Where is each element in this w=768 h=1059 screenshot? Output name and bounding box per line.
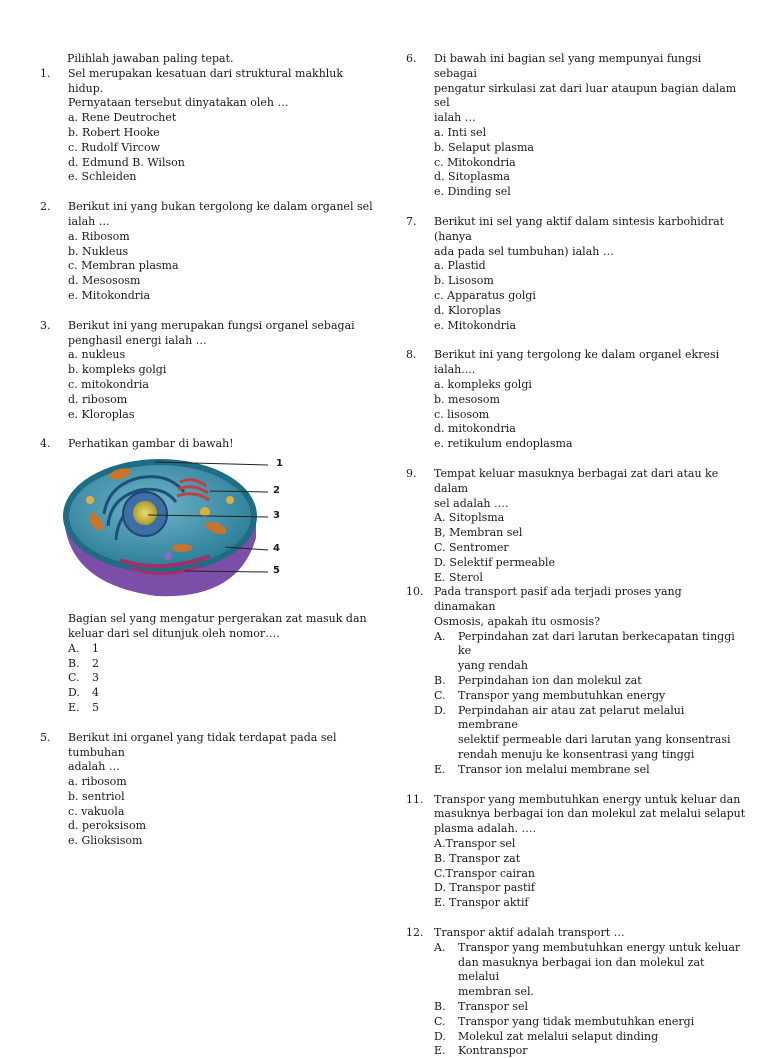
option[interactable]: a. Inti sel: [434, 125, 487, 139]
stem-line: Osmosis, apakah itu osmosis?: [434, 614, 601, 628]
option[interactable]: B. Transpor zat: [434, 851, 521, 865]
question-8: [406, 348, 746, 378]
option-text: [458, 941, 746, 1000]
option-text: Kontranspor: [458, 1044, 528, 1058]
option[interactable]: e. Dinding sel: [434, 185, 511, 199]
option[interactable]: b. kompleks golgi: [68, 363, 167, 377]
left-column: [40, 52, 375, 849]
option[interactable]: e. Glioksisom: [68, 834, 143, 848]
option-text: Molekul zat melalui selaput dinding: [458, 1029, 659, 1043]
option-text: [458, 704, 746, 763]
option-text: 5: [92, 700, 99, 714]
question-stem: [434, 585, 746, 629]
option[interactable]: A.Transpor sel: [434, 837, 516, 851]
option[interactable]: [406, 1015, 746, 1030]
question-stem: [68, 67, 375, 111]
option[interactable]: A. Sitoplsma: [434, 511, 505, 525]
stem-line: adalah …: [68, 760, 120, 774]
question-number: 6.: [406, 52, 417, 65]
option[interactable]: d. Sitoplasma: [434, 170, 510, 184]
stem-line: Bagian sel yang mengatur pergerakan zat masuk dan: [68, 612, 367, 626]
question-number: 8.: [406, 348, 417, 362]
option[interactable]: [40, 686, 375, 701]
question-stem: [68, 731, 375, 775]
option[interactable]: d. Edmund B. Wilson: [68, 155, 185, 169]
stem-line: ada pada sel tumbuhan) ialah …: [434, 244, 614, 258]
option[interactable]: e. retikulum endoplasma: [434, 437, 573, 451]
option[interactable]: [40, 701, 375, 716]
option-text: Transpor sel: [458, 1000, 528, 1014]
question-stem: Perhatikan gambar di bawah!: [68, 437, 234, 451]
option[interactable]: a. kompleks golgi: [434, 377, 532, 391]
question-7: [406, 215, 746, 259]
question-stem: [434, 215, 746, 259]
instruction: Pilihlah jawaban paling tepat.: [67, 52, 234, 65]
option[interactable]: [406, 674, 746, 689]
question-number: 4.: [40, 437, 51, 451]
option[interactable]: C.Transpor cairan: [434, 866, 535, 880]
right-column: [406, 52, 746, 1059]
stem-line: plasma adalah. ….: [434, 822, 537, 836]
option[interactable]: d. ribosom: [68, 392, 128, 406]
callout-1: 1: [276, 458, 283, 470]
stem-line: ialah …: [434, 111, 476, 125]
question-number: 7.: [406, 214, 417, 228]
option[interactable]: a. Plastid: [434, 259, 486, 273]
option[interactable]: E. Transpor aktif: [434, 896, 529, 910]
option[interactable]: a. Rene Deutrochet: [68, 111, 177, 125]
option[interactable]: c. vakuola: [68, 804, 125, 818]
option-line: dan masuknya berbagai ion dan molekul zat melalui: [458, 955, 705, 984]
option[interactable]: [406, 689, 746, 704]
option-text: [458, 630, 746, 674]
question-10: [406, 585, 746, 629]
option[interactable]: e. Mitokondria: [68, 288, 151, 302]
callout-5: 5: [273, 565, 280, 577]
callout-2: 2: [273, 485, 280, 497]
option-letter: E.: [434, 1044, 446, 1058]
option[interactable]: a. nukleus: [68, 348, 126, 362]
stem-line: penghasil energi ialah …: [68, 333, 207, 347]
question-stem: [434, 467, 746, 511]
option-line: Perpindahan air atau zat pelarut melalui membrane: [458, 703, 685, 732]
option[interactable]: [40, 642, 375, 657]
question-number: 1.: [40, 66, 51, 80]
question-stem: [434, 793, 746, 837]
option[interactable]: b. Lisosom: [434, 274, 494, 288]
option[interactable]: e. Schleiden: [68, 170, 137, 184]
option-line: membran sel.: [458, 985, 534, 999]
question-stem: [434, 52, 746, 126]
question-number: 5.: [40, 730, 51, 744]
stem-line: Pada transport pasif ada terjadi proses yang dinamakan: [434, 585, 682, 614]
option[interactable]: B, Membran sel: [434, 526, 523, 540]
stem-line: Di bawah ini bagian sel yang mempunyai fungsi sebagai: [434, 52, 702, 80]
option[interactable]: E. Sterol: [434, 570, 483, 584]
option-letter: E.: [68, 700, 80, 714]
option[interactable]: d. peroksisom: [68, 819, 146, 833]
option[interactable]: b. mesosom: [434, 392, 500, 406]
option-letter: C.: [434, 1014, 446, 1028]
option[interactable]: c. Rudolf Vircow: [68, 140, 160, 154]
question-2: [40, 200, 375, 230]
stem-line: ialah …: [68, 214, 110, 228]
option-letter: C.: [434, 688, 446, 702]
option[interactable]: d. mitokondria: [434, 422, 516, 436]
stem-line: Berikut ini organel yang tidak terdapat pada sel tumbuhan: [68, 730, 337, 759]
option[interactable]: [40, 671, 375, 686]
option[interactable]: c. Mitokondria: [434, 155, 516, 169]
option-letter: A.: [68, 641, 80, 655]
option[interactable]: D. Selektif permeable: [434, 555, 556, 569]
option[interactable]: [406, 1000, 746, 1015]
question-stem: Berikut ini yang tergolong ke dalam organel ekresi ialah....: [434, 348, 720, 377]
option-letter: B.: [434, 1000, 446, 1014]
option-letter: A.: [434, 629, 446, 643]
stem-line: Berikut ini sel yang aktif dalam sintesis karbohidrat (hanya: [434, 214, 725, 243]
stem-line: sel adalah ….: [434, 496, 509, 510]
question-5: [40, 731, 375, 775]
question-1: [40, 67, 375, 111]
option[interactable]: D. Transpor pastif: [434, 881, 535, 895]
option[interactable]: c. lisosom: [434, 407, 490, 421]
option[interactable]: c. Membran plasma: [68, 259, 179, 273]
option-text: Transor ion melalui membrane sel: [458, 762, 650, 776]
stem-line: Berikut ini yang merupakan fungsi organel sebagai: [68, 318, 355, 332]
option-line: Perpindahan zat dari larutan berkecapatan tinggi ke: [458, 629, 735, 658]
question-9: [406, 467, 746, 511]
stem-line: Transpor yang membutuhkan energy untuk keluar dan: [434, 792, 741, 806]
option-letter: D.: [434, 1029, 446, 1043]
stem-line: Sel merupakan kesatuan dari struktural makhluk hidup.: [68, 66, 344, 95]
question-number: 9.: [406, 466, 417, 480]
stem-line: pengatur sirkulasi zat dari luar ataupun bagian dalam sel: [434, 81, 737, 110]
option[interactable]: C. Sentromer: [434, 540, 509, 554]
option-text: 1: [92, 641, 99, 655]
option[interactable]: [406, 630, 746, 674]
option[interactable]: e. Kloroplas: [68, 407, 135, 421]
stem-line: Pernyataan tersebut dinyatakan oleh …: [68, 96, 289, 110]
option-text: Perpindahan ion dan molekul zat: [458, 674, 642, 688]
stem-line: Berikut ini yang bukan tergolong ke dalam organel sel: [68, 200, 373, 214]
option-text: Transpor yang membutuhkan energy: [458, 688, 666, 702]
stem-line: keluar dari sel ditunjuk oleh nomor….: [68, 626, 280, 640]
option-line: Transpor yang membutuhkan energy untuk keluar: [458, 940, 741, 954]
option[interactable]: d. Kloroplas: [434, 303, 502, 317]
option[interactable]: c. Apparatus golgi: [434, 288, 536, 302]
option-letter: A.: [434, 940, 446, 954]
option-letter: D.: [434, 703, 446, 717]
option-letter: D.: [68, 686, 80, 700]
option[interactable]: e. Mitokondria: [434, 318, 517, 332]
option-letter: E.: [434, 762, 446, 776]
question-stem: [68, 319, 375, 349]
option-text: 2: [92, 656, 99, 670]
option[interactable]: c. mitokondria: [68, 377, 149, 391]
question-3: [40, 319, 375, 349]
option-letter: B.: [68, 656, 80, 670]
question-number: 11.: [406, 792, 424, 806]
stem-line: masuknya berbagai ion dan molekul zat melalui selaput: [434, 807, 746, 821]
option-text: Transpor yang tidak membutuhkan energi: [458, 1014, 695, 1028]
option-letter: C.: [68, 671, 80, 685]
option-line: yang rendah: [458, 659, 528, 673]
option[interactable]: [406, 704, 746, 763]
option[interactable]: [406, 941, 746, 1000]
question-number: 10.: [406, 585, 424, 599]
question-11: [406, 793, 746, 837]
question-number: 2.: [40, 200, 51, 214]
option[interactable]: a. ribosom: [68, 775, 127, 789]
option[interactable]: [406, 763, 746, 778]
question-stem: Transpor aktif adalah transport …: [434, 926, 625, 940]
option-line: rendah menuju ke konsentrasi yang tinggi: [458, 748, 695, 762]
question-number: 12.: [406, 926, 424, 940]
question-4: [40, 437, 375, 452]
option[interactable]: b. Robert Hooke: [68, 125, 160, 139]
callout-3: 3: [273, 510, 280, 522]
option-line: selektif permeable dari larutan yang konsentrasi: [458, 733, 731, 747]
cell-diagram: [60, 456, 310, 606]
option[interactable]: [406, 1044, 746, 1059]
option[interactable]: [406, 1030, 746, 1045]
option[interactable]: b. Selaput plasma: [434, 140, 534, 154]
option[interactable]: b. sentriol: [68, 789, 125, 803]
question-6: [406, 52, 746, 126]
option-text: 4: [92, 686, 99, 700]
question-number: 3.: [40, 318, 51, 332]
callout-4: 4: [273, 543, 280, 555]
option[interactable]: b. Nukleus: [68, 244, 129, 258]
option-text: 3: [92, 671, 99, 685]
nucleolus: [133, 501, 157, 525]
stem-line: Tempat keluar masuknya berbagai zat dari atau ke dalam: [434, 466, 719, 495]
question-12: [406, 926, 746, 941]
option[interactable]: a. Ribosom: [68, 229, 130, 243]
q4-question-text: [40, 612, 375, 642]
option-letter: B.: [434, 674, 446, 688]
option[interactable]: [40, 657, 375, 672]
animal-cell-illustration: [60, 456, 310, 606]
question-stem: [68, 200, 375, 230]
option[interactable]: d. Mesososm: [68, 274, 141, 288]
